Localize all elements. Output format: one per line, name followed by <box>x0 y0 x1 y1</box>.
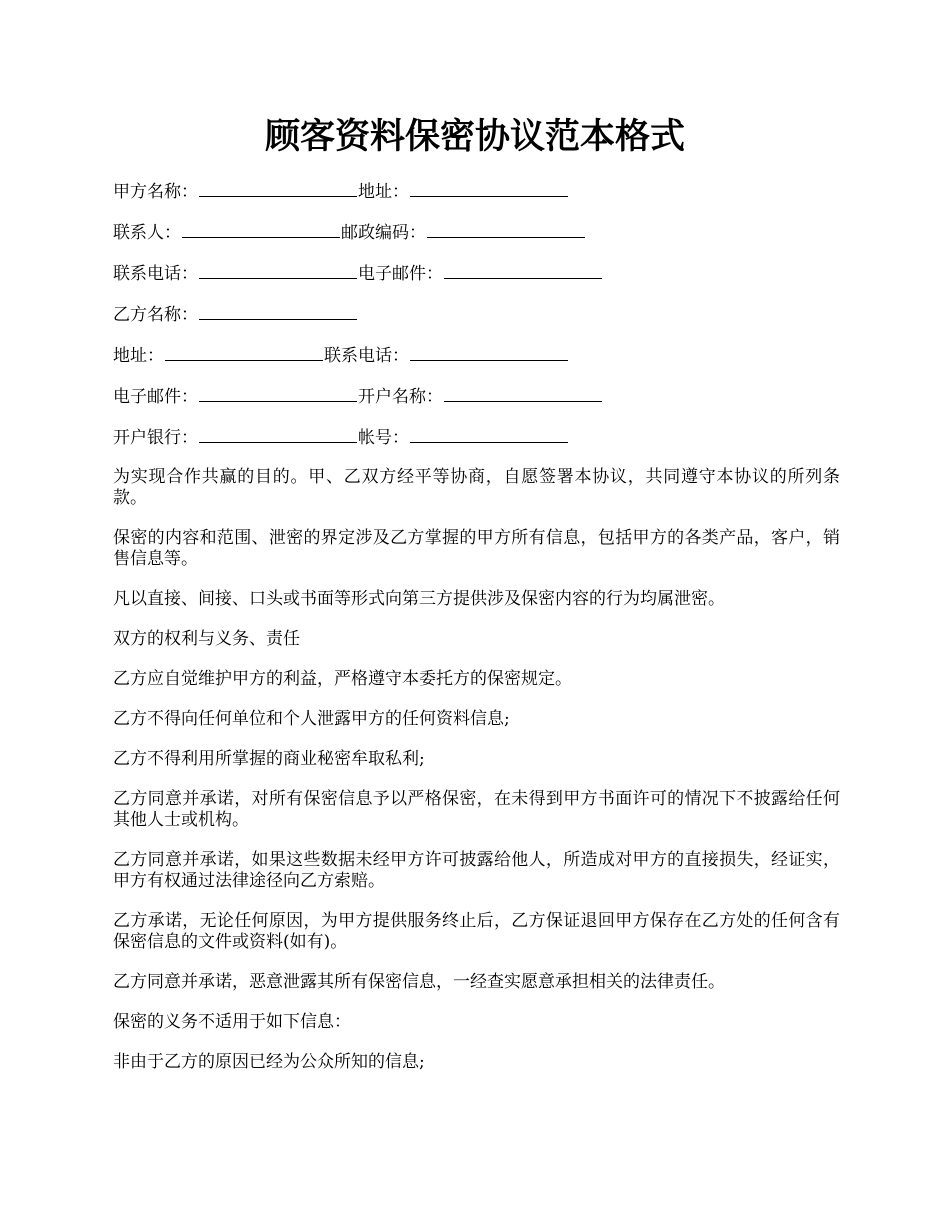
paragraph: 乙方不得利用所掌握的商业秘密牟取私利; <box>113 749 425 769</box>
field-label: 联系人： <box>113 223 181 243</box>
fill-in-blank <box>182 221 340 238</box>
document-body <box>113 180 840 1092</box>
paragraph: 保密的义务不适用于如下信息： <box>113 1012 351 1032</box>
paragraph: 乙方同意并承诺，恶意泄露其所有保密信息，一经查实愿意承担相关的法律责任。 <box>113 972 725 992</box>
fill-in-blank <box>199 180 357 197</box>
fill-in-blank <box>199 385 357 402</box>
section-heading: 双方的权利与义务、责任 <box>113 629 300 649</box>
field-label: 甲方名称： <box>113 182 198 202</box>
field-line-email-account-name <box>113 385 840 409</box>
paragraph: 乙方不得向任何单位和个人泄露甲方的任何资料信息; <box>113 709 510 729</box>
field-line-party-b-name <box>113 303 840 327</box>
field-label: 联系电话： <box>113 264 198 284</box>
field-label: 地址： <box>358 182 409 202</box>
field-line-party-a-name <box>113 180 840 204</box>
fill-in-blank <box>410 344 568 361</box>
field-label: 电子邮件： <box>358 264 443 284</box>
field-label: 乙方名称： <box>113 305 198 325</box>
field-label: 地址： <box>113 346 164 366</box>
document-title: 顾客资料保密协议范本格式 <box>264 116 685 157</box>
field-label: 联系电话： <box>324 346 409 366</box>
fill-in-blank <box>427 221 585 238</box>
field-label: 开户银行： <box>113 428 198 448</box>
field-label: 邮政编码： <box>341 223 426 243</box>
fill-in-blank <box>199 426 357 443</box>
field-line-address-phone <box>113 344 840 368</box>
field-label: 开户名称： <box>358 387 443 407</box>
paragraph: 乙方同意并承诺，如果这些数据未经甲方许可披露给他人，所造成对甲方的直接损失，经证实，甲方有权通过法律途径向乙方索赔。 <box>113 850 840 891</box>
fill-in-blank <box>410 426 568 443</box>
paragraph: 乙方同意并承诺，对所有保密信息予以严格保密，在未得到甲方书面许可的情况下不披露给任何其他人士或机构。 <box>113 789 840 830</box>
fill-in-blank <box>444 262 602 279</box>
field-line-contact <box>113 221 840 245</box>
fill-in-blank <box>410 180 568 197</box>
paragraph: 凡以直接、间接、口头或书面等形式向第三方提供涉及保密内容的行为均属泄密。 <box>113 589 725 609</box>
paragraph: 为实现合作共赢的目的。甲、乙双方经平等协商，自愿签署本协议，共同遵守本协议的所列条款。 <box>113 467 840 508</box>
fill-in-blank <box>199 262 357 279</box>
field-label: 电子邮件： <box>113 387 198 407</box>
fill-in-blank <box>444 385 602 402</box>
field-line-phone-email <box>113 262 840 286</box>
fill-in-blank <box>199 303 357 320</box>
field-label: 帐号： <box>358 428 409 448</box>
paragraph: 非由于乙方的原因已经为公众所知的信息; <box>113 1052 425 1072</box>
paragraph: 乙方应自觉维护甲方的利益，严格遵守本委托方的保密规定。 <box>113 669 572 689</box>
field-line-bank-account <box>113 426 840 450</box>
paragraph: 保密的内容和范围、泄密的界定涉及乙方掌握的甲方所有信息，包括甲方的各类产品，客户，销售信息等。 <box>113 528 840 569</box>
fill-in-blank <box>165 344 323 361</box>
paragraph: 乙方承诺，无论任何原因，为甲方提供服务终止后，乙方保证退回甲方保存在乙方处的任何含有保密信息的文件或资料(如有)。 <box>113 911 840 952</box>
